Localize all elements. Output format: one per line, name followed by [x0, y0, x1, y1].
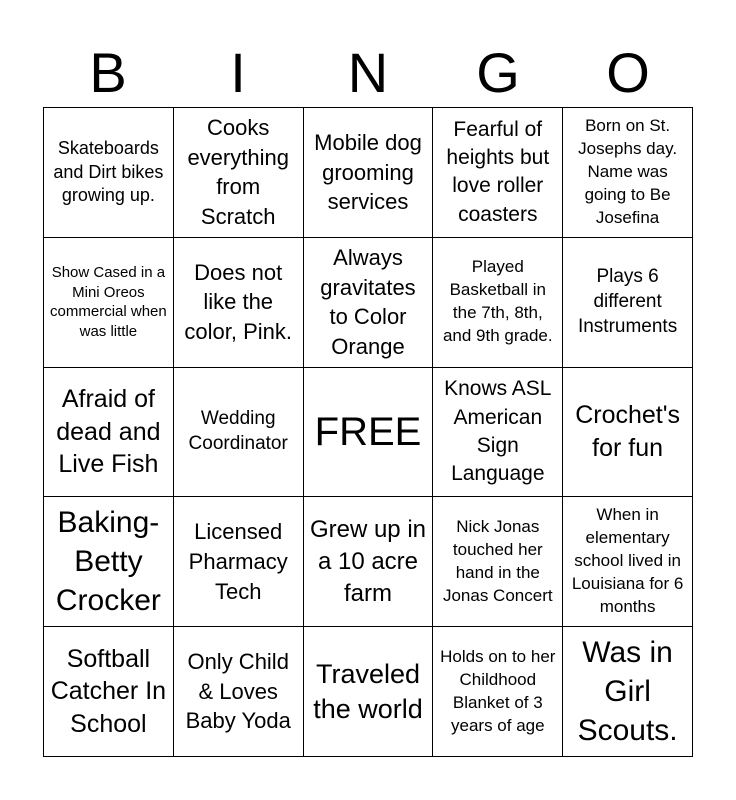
cell-text: Afraid of dead and Live Fish [56, 385, 161, 479]
header-letter-o: O [606, 41, 650, 104]
cell-text: Born on St. Josephs day. Name was going to Be Josefina [578, 116, 678, 227]
bingo-cell-i3[interactable] [174, 368, 304, 498]
bingo-cell-free[interactable] [304, 368, 434, 498]
cell-text: Knows ASL American Sign Language [444, 377, 552, 486]
cell-text: Plays 6 different Instruments [577, 266, 678, 337]
bingo-cell-b1[interactable] [44, 108, 174, 238]
bingo-cell-n5[interactable] [304, 627, 434, 757]
bingo-cell-g4[interactable] [433, 497, 563, 627]
bingo-cell-o5[interactable] [563, 627, 693, 757]
cell-text: When in elementary school lived in Louisiana for 6 months [571, 505, 684, 617]
bingo-cell-i1[interactable] [174, 108, 304, 238]
bingo-board [43, 107, 693, 757]
cell-text: Softball Catcher In School [50, 644, 167, 738]
bingo-cell-n1[interactable] [304, 108, 434, 238]
cell-text: Traveled the world [313, 658, 423, 724]
bingo-cell-b5[interactable] [44, 627, 174, 757]
cell-text: Holds on to her Childhood Blanket of 3 years of age [440, 646, 556, 735]
cell-text: Cooks everything from Scratch [187, 115, 289, 230]
bingo-cell-b4[interactable] [44, 497, 174, 627]
bingo-cell-g2[interactable] [433, 238, 563, 368]
cell-text: Wedding Coordinator [188, 408, 288, 454]
cell-text: Licensed Pharmacy Tech [188, 519, 288, 604]
cell-text: Nick Jonas touched her hand in the Jonas Concert [442, 516, 553, 605]
cell-text: Crochet's for fun [575, 401, 680, 462]
cell-text: Was in Girl Scouts. [577, 636, 678, 748]
cell-text: Does not like the color, Pink. [184, 259, 292, 345]
bingo-cell-i5[interactable] [174, 627, 304, 757]
cell-text: Fearful of heights but love roller coasters [446, 117, 550, 226]
bingo-cell-b2[interactable] [44, 238, 174, 368]
cell-text: Baking- Betty Crocker [55, 506, 161, 618]
cell-text: Always gravitates to Color Orange [320, 244, 416, 359]
cell-text: Skateboards and Dirt bikes growing up. [53, 138, 164, 206]
header-letter-g: G [476, 41, 520, 104]
bingo-cell-g5[interactable] [433, 627, 563, 757]
bingo-cell-i4[interactable] [174, 497, 304, 627]
bingo-cell-n4[interactable] [304, 497, 434, 627]
bingo-cell-g3[interactable] [433, 368, 563, 498]
header-letter-b: B [89, 41, 127, 104]
bingo-cell-o3[interactable] [563, 368, 693, 498]
bingo-cell-g1[interactable] [433, 108, 563, 238]
bingo-header [43, 40, 693, 106]
cell-text: Mobile dog grooming services [314, 129, 422, 215]
bingo-cell-n2[interactable] [304, 238, 434, 368]
cell-text: Only Child & Loves Baby Yoda [185, 649, 291, 734]
bingo-cell-o4[interactable] [563, 497, 693, 627]
bingo-cell-i2[interactable] [174, 238, 304, 368]
bingo-cell-o2[interactable] [563, 238, 693, 368]
header-letter-i: I [230, 41, 246, 104]
bingo-cell-o1[interactable] [563, 108, 693, 238]
header-letter-n: N [347, 41, 389, 104]
cell-text: Grew up in a 10 acre farm [309, 515, 427, 607]
free-space-label: FREE [314, 409, 422, 454]
bingo-cell-b3[interactable] [44, 368, 174, 498]
cell-text: Played Basketball in the 7th, 8th, and 9th grade. [442, 257, 553, 346]
cell-text: Show Cased in a Mini Oreos commercial when was little [50, 264, 167, 340]
